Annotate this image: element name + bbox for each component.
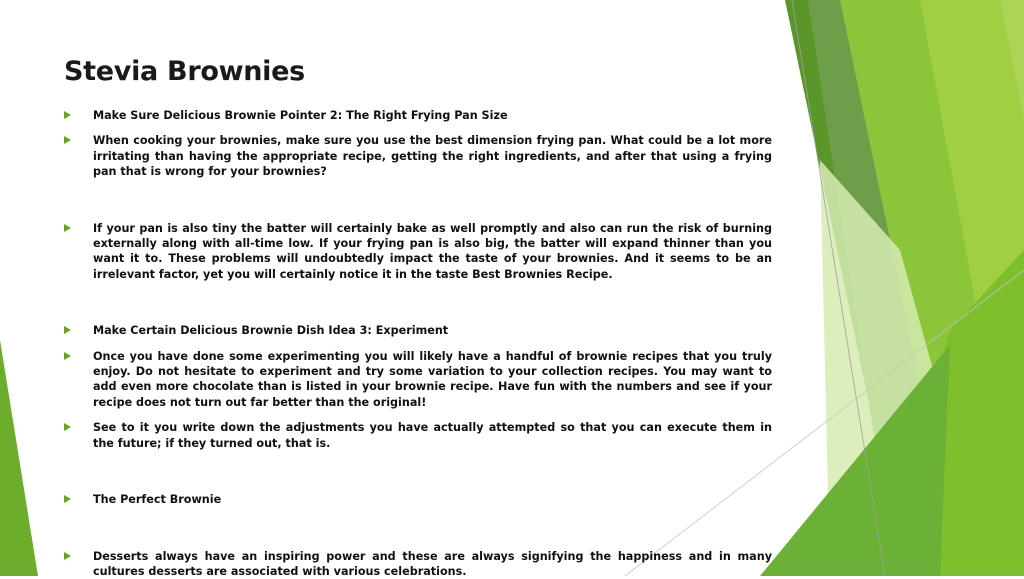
- arrow-bullet-icon: [64, 423, 71, 431]
- arrow-bullet-icon: [64, 136, 71, 144]
- arrow-bullet-icon: [64, 326, 71, 334]
- bullet-text: Make Sure Delicious Brownie Pointer 2: The Right Frying Pan Size: [93, 109, 508, 122]
- bullet-item: [64, 108, 772, 123]
- bullet-item: [64, 492, 772, 507]
- bullet-list: [64, 108, 772, 579]
- slide-title: Stevia Brownies: [64, 56, 305, 87]
- left-edge-shape: [0, 340, 38, 576]
- bullet-text: When cooking your brownies, make sure you use the best dimension frying pan. What could be a lot more irritating than having the appropriate recipe, getting the right ingredients, and after that using a frying pan that is wrong for your brownies?: [93, 134, 772, 178]
- bullet-item: [64, 221, 772, 283]
- bullet-text: The Perfect Brownie: [93, 493, 221, 506]
- bullet-text: If your pan is also tiny the batter will certainly bake as well promptly and also can run the risk of burning externally along with all-time low. If your frying pan is also big, the batter will expand thinner than you want it to. These problems will undoubtedly impact the taste of your brownies. And it seems to be an irrelevant factor, yet you will certainly notice it in the taste Best Brownies Recipe.: [93, 222, 772, 281]
- bullet-text: Desserts always have an inspiring power and these are always signifying the happiness and in many cultures desserts are associated with various celebrations.: [93, 550, 772, 578]
- bullet-item: [64, 323, 772, 338]
- bullet-text: See to it you write down the adjustments you have actually attempted so that you can execute them in the future; if they turned out, that is.: [93, 421, 772, 449]
- bullet-text: Make Certain Delicious Brownie Dish Idea 3: Experiment: [93, 324, 448, 337]
- bullet-item: [64, 549, 772, 579]
- arrow-bullet-icon: [64, 111, 71, 119]
- arrow-bullet-icon: [64, 352, 71, 360]
- bullet-text: Once you have done some experimenting you will likely have a handful of brownie recipes that you truly enjoy. Do not hesitate to experiment and try some variation to your collection recipes. You may want to add even more chocolate than is listed in your brownie recipe. Have fun with the numbers and see if your recipe does not turn out far better than the original!: [93, 350, 772, 409]
- bullet-item: [64, 420, 772, 451]
- arrow-bullet-icon: [64, 495, 71, 503]
- bullet-item: [64, 133, 772, 179]
- arrow-bullet-icon: [64, 224, 71, 232]
- arrow-bullet-icon: [64, 552, 71, 560]
- bullet-item: [64, 349, 772, 411]
